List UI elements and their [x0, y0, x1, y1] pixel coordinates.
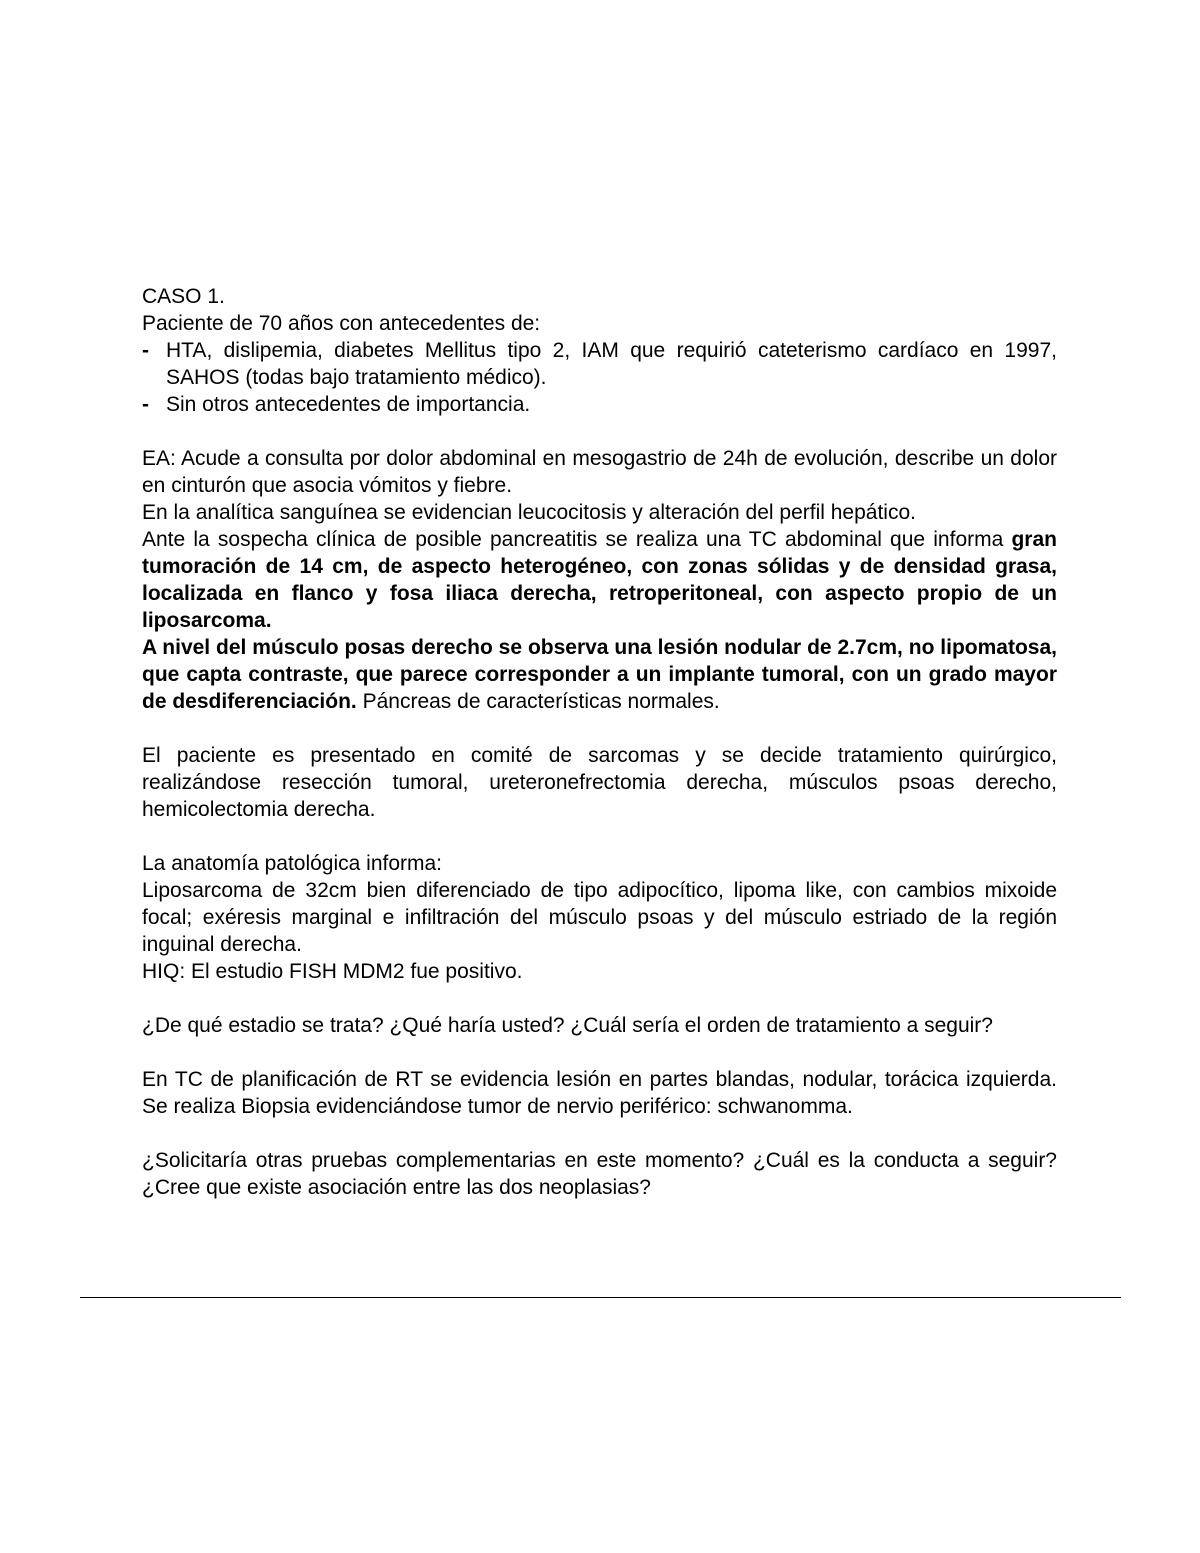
horizontal-divider: [80, 1297, 1121, 1298]
committee-paragraph: El paciente es presentado en comité de sarcomas y se decide tratamiento quirúrgico, realizándose resección tumoral, ureteronefrectomia derecha, músculos psoas derecho, hemicolectomia derecha.: [142, 744, 1057, 821]
paragraph-gap: [142, 418, 1057, 445]
psoas-finding-bold: A nivel del músculo posas derecho se observa una lesión nodular de 2.7cm, no lipomatosa, que capta contraste, que parece corresponder a un implante tumoral, con un grado mayor de desdiferenciación.: [142, 636, 1057, 713]
history-list-item: [142, 391, 1057, 418]
tc-intro-text: Ante la sospecha clínica de posible pancreatitis se realiza una TC abdominal que informa: [142, 528, 1012, 551]
bullet-dash: -: [142, 393, 149, 416]
pathology-paragraph: Liposarcoma de 32cm bien diferenciado de tipo adipocítico, lipoma like, con cambios mixoide focal; exéresis marginal e infiltración del músculo psoas y del músculo estriado de la región inguinal derecha.: [142, 879, 1057, 956]
pancreas-text: Páncreas de características normales.: [356, 690, 720, 713]
paragraph-gap: [142, 823, 1057, 850]
tc-paragraph: [142, 526, 1057, 634]
paragraph-gap: [142, 985, 1057, 1012]
question-further-tests: ¿Solicitaría otras pruebas complementarias en este momento? ¿Cuál es la conducta a seguir? ¿Cree que existe asociación entre las dos neoplasias?: [142, 1149, 1057, 1199]
document-body: [142, 283, 1057, 1201]
paragraph-gap: [142, 1039, 1057, 1066]
ea-paragraph: EA: Acude a consulta por dolor abdominal en mesogastrio de 24h de evolución, describe un dolor en cinturón que asocia vómitos y fiebre.: [142, 447, 1057, 497]
pathology-intro: La anatomía patológica informa:: [142, 852, 443, 875]
history-intro: Paciente de 70 años con antecedentes de:: [142, 312, 541, 335]
rt-finding-paragraph: En TC de planificación de RT se evidencia lesión en partes blandas, nodular, torácica izquierda. Se realiza Biopsia evidenciándose tumor de nervio periférico: schwanomma.: [142, 1068, 1057, 1118]
paragraph-gap: [142, 1120, 1057, 1147]
history-item-text: HTA, dislipemia, diabetes Mellitus tipo 2, IAM que requirió cateterismo cardíaco en 1997, SAHOS (todas bajo tratamiento médico).: [166, 339, 1057, 389]
lab-paragraph: En la analítica sanguínea se evidencian leucocitosis y alteración del perfil hepático.: [142, 501, 916, 524]
hiq-paragraph: HIQ: El estudio FISH MDM2 fue positivo.: [142, 960, 523, 983]
history-item-text: Sin otros antecedentes de importancia.: [166, 393, 531, 416]
case-title: CASO 1.: [142, 285, 225, 308]
bullet-dash: -: [142, 339, 149, 362]
paragraph-gap: [142, 715, 1057, 742]
question-staging: ¿De qué estadio se trata? ¿Qué haría usted? ¿Cuál sería el orden de tratamiento a seguir?: [142, 1014, 993, 1037]
history-list-item: [142, 337, 1057, 391]
psoas-paragraph: [142, 634, 1057, 715]
tc-finding-bold: gran tumoración de 14 cm, de aspecto heterogéneo, con zonas sólidas y de densidad grasa, localizada en flanco y fosa iliaca derecha, retroperitoneal, con aspecto propio de un liposarcoma.: [142, 528, 1057, 632]
